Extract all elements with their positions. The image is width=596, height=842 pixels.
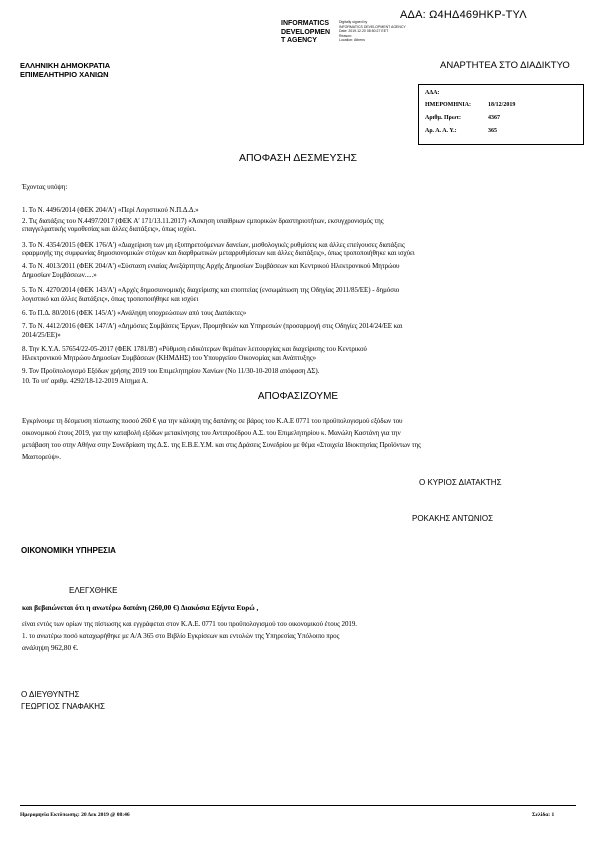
decision-line: Εγκρίνουμε τη δέσμευση πίστωσης ποσού 260 € για την κάλυψη της δαπάνης σε βάρος του Κ.Α.Ε 0771 του προϋπολογισμού εξόδων του <box>22 417 403 425</box>
meta-key: Αριθμ. Πρωτ: <box>425 115 461 121</box>
decision-line: οικονομικού έτους 2019, για την καταβολή εξόδων μετακίνησης του Αντιπροέδρου Α.Σ. του Επιμελητηρίου κ. Μανώλη Καστάνη για την <box>22 429 401 437</box>
meta-key: Αρ. Α. Α. Υ.: <box>425 128 457 134</box>
agency-line: DEVELOPMEN <box>281 28 331 36</box>
decision-line: μετάβαση του στην Αθήνα στην Συνεδρίαση της Δ.Σ. της Ε.Β.Ε.Υ.Μ. και στις Δράσεις Συνεδρίου με θέμα «Στοιχεία Ιδιοκτησίας Προϊόντων της <box>22 441 421 449</box>
consideration-line: 4. Το Ν. 4013/2011 (ΦΕΚ 204/Α') «Σύσταση ενιαίας Ανεξάρτητης Αρχής Δημοσίων Συμβάσεων και Κεντρικού Ηλεκτρονικού Μητρώου <box>22 262 400 270</box>
finance-service-title: ΟΙΚΟΝΟΜΙΚΗ ΥΠΗΡΕΣΙΑ <box>21 546 116 555</box>
consideration-line: 7. Το Ν. 4412/2016 (ΦΕΚ 147/Α') «Δημόσιες Συμβάσεις Έργων, Προμηθειών και Υπηρεσιών (προσαρμογή στις Οδηγίες 2014/24/ΕΕ και <box>22 322 403 330</box>
director-title: Ο ΔΙΕΥΘΥΝΤΗΣ <box>21 690 80 699</box>
consideration-line: λογιστικό και άλλες διατάξεις», όπως τροποποιήθηκε και ισχύει <box>22 295 199 303</box>
decision-title: ΑΠΟΦΑΣΙΖΟΥΜΕ <box>257 391 339 402</box>
signature-details <box>339 20 406 43</box>
agency-line: INFORMATICS <box>281 20 330 27</box>
certification-line: και βεβαιώνεται ότι η ανωτέρω δαπάνη (260,00 €) Διακόσια Εξήντα Ευρώ , <box>22 603 259 612</box>
meta-key: ΗΜΕΡΟΜΗΝΙΑ: <box>425 102 471 108</box>
meta-value: 4367 <box>488 115 500 121</box>
document-title: ΑΠΟΦΑΣΗ ΔΕΣΜΕΥΣΗΣ <box>238 152 358 164</box>
signature-detail: Reason: <box>339 33 353 38</box>
meta-row <box>425 128 497 134</box>
consideration-line: 9. Τον Προϋπολογισμό Εξόδων χρήσης 2019 του Επιμελητηρίου Χανίων (Νο 11/30-10-2018 απόφαση ΔΣ). <box>22 367 320 375</box>
consideration-line: επαγγελματικής νομοθεσίας και άλλες διατάξεις», όπως ισχύει. <box>22 225 197 233</box>
consideration-line: Ηλεκτρονικού Μητρώου Δημοσίων Συμβάσεων (ΚΗΜΔΗΣ) του Υπουργείου Οικονομίας και Ανάπτυξης» <box>22 354 317 362</box>
consideration-line: 10. Το υπ' αριθμ. 4292/18-12-2019 Αίτημα Α. <box>22 377 148 385</box>
meta-value: 18/12/2019 <box>488 102 516 108</box>
meta-row <box>425 90 488 96</box>
signature-detail: Location: Athens <box>339 38 365 43</box>
consideration-line: 2. Τις διατάξεις του Ν.4497/2017 (ΦΕΚ Α' 171/13.11.2017) «Άσκηση υπαίθριων εμπορικών δραστηριοτήτων, εκσυγχρονισμός της <box>22 217 384 225</box>
meta-row <box>425 115 500 121</box>
signature-detail: Digitally signed by <box>339 20 368 24</box>
consideration-line: 5. Το Ν. 4270/2014 (ΦΕΚ 143/Α') «Αρχές δημοσιονομικής διαχείρισης και εποπτείας (ενσωμάτωση της Οδηγίας 2011/85/ΕΕ) - δημόσιο <box>22 286 400 294</box>
certification-line: 1. το ανωτέρω ποσό καταχωρήθηκε με Α/Α 365 στο Βιβλίο Εγκρίσεων και εντολών της Υπηρεσίας Υπόλοιπο προς <box>22 632 340 640</box>
consideration-line: 2014/25/ΕΕ)» <box>22 331 61 339</box>
ada-header: ΑΔΑ: Ω4ΗΔ469ΗΚΡ-ΤΥΛ <box>400 9 527 21</box>
signatory-name: ΡΟΚΑΚΗΣ ΑΝΤΩΝΙΟΣ <box>412 514 494 523</box>
consideration-line: Δημοσίων Συμβάσεων.....» <box>22 271 97 279</box>
director-name: ΓΕΩΡΓΙΟΣ ΓΝΑΦΑΚΗΣ <box>21 702 105 711</box>
consideration-line: 1. Το Ν. 4496/2014 (ΦΕΚ 204/Α') «Περί Λογιστικού Ν.Π.Δ.Δ.» <box>22 206 199 214</box>
issuer-block <box>20 61 110 79</box>
decision-line: Μαστορεύψ». <box>22 453 61 461</box>
consideration-line: 8. Την Κ.Υ.Α. 57654/22-05-2017 (ΦΕΚ 1781/Β') «Ρύθμιση ειδικότερων θεμάτων λειτουργίας και διαχείρισης του Κεντρικού <box>22 345 367 353</box>
footer-divider <box>20 805 576 806</box>
print-date: Ημερομηνία Εκτύπωσης: 20 Δεκ 2019 @ 08:46 <box>20 812 130 818</box>
consideration-line: 3. Το Ν. 4354/2015 (ΦΕΚ 176/Α') «Διαχείριση των μη εξυπηρετούμενων δανείων, μισθολογικές ρυθμίσεις και άλλες επείγουσες διατάξεις <box>22 241 405 249</box>
checked-label: ΕΛΕΓΧΘΗΚΕ <box>69 586 118 595</box>
consideration-line: εφαρμογής της συμφωνίας δημοσιονομικών στόχων και διαρθρωτικών μεταρρυθμίσεων και άλλες διατάξεις», όπως τροποποιήθηκε και ισχύει <box>22 249 415 257</box>
consideration-line: 6. Το Π.Δ. 80/2016 (ΦΕΚ 145/Α') «Ανάληψη υποχρεώσεων από τους Διατάκτες» <box>22 309 247 317</box>
certification-line: ανάληψη 962,80 €. <box>22 643 79 652</box>
signing-agency <box>281 20 330 46</box>
signatory-title: Ο ΚΥΡΙΟΣ ΔΙΑΤΑΚΤΗΣ <box>419 478 502 487</box>
signature-detail: Date: 2019.12.20 08:50:27 EET <box>339 29 389 34</box>
meta-value: 365 <box>488 128 497 134</box>
signature-detail: INFORMATICS DEVELOPMENT AGENCY <box>339 24 406 29</box>
meta-key: ΑΔΑ: <box>425 90 440 96</box>
intro-text: Έχοντας υπόψη: <box>22 183 68 191</box>
issuer-line: ΕΠΙΜΕΛΗΤΗΡΙΟ ΧΑΝΙΩΝ <box>20 70 109 79</box>
post-online-label: ΑΝΑΡΤΗΤΕΑ ΣΤΟ ΔΙΑΔΙΚΤΥΟ <box>440 60 570 71</box>
page-number: Σελίδα: 1 <box>532 812 555 818</box>
meta-row <box>425 102 515 108</box>
metadata-box <box>418 84 584 145</box>
certification-line: είναι εντός των ορίων της πίστωσης και εγγράφεται στον Κ.Α.Ε. 0771 του προϋπολογισμού του οικονομικού έτους 2019. <box>22 620 357 628</box>
issuer-line: ΕΛΛΗΝΙΚΗ ΔΗΜΟΚΡΑΤΙΑ <box>20 61 111 70</box>
agency-line: T AGENCY <box>281 37 317 44</box>
